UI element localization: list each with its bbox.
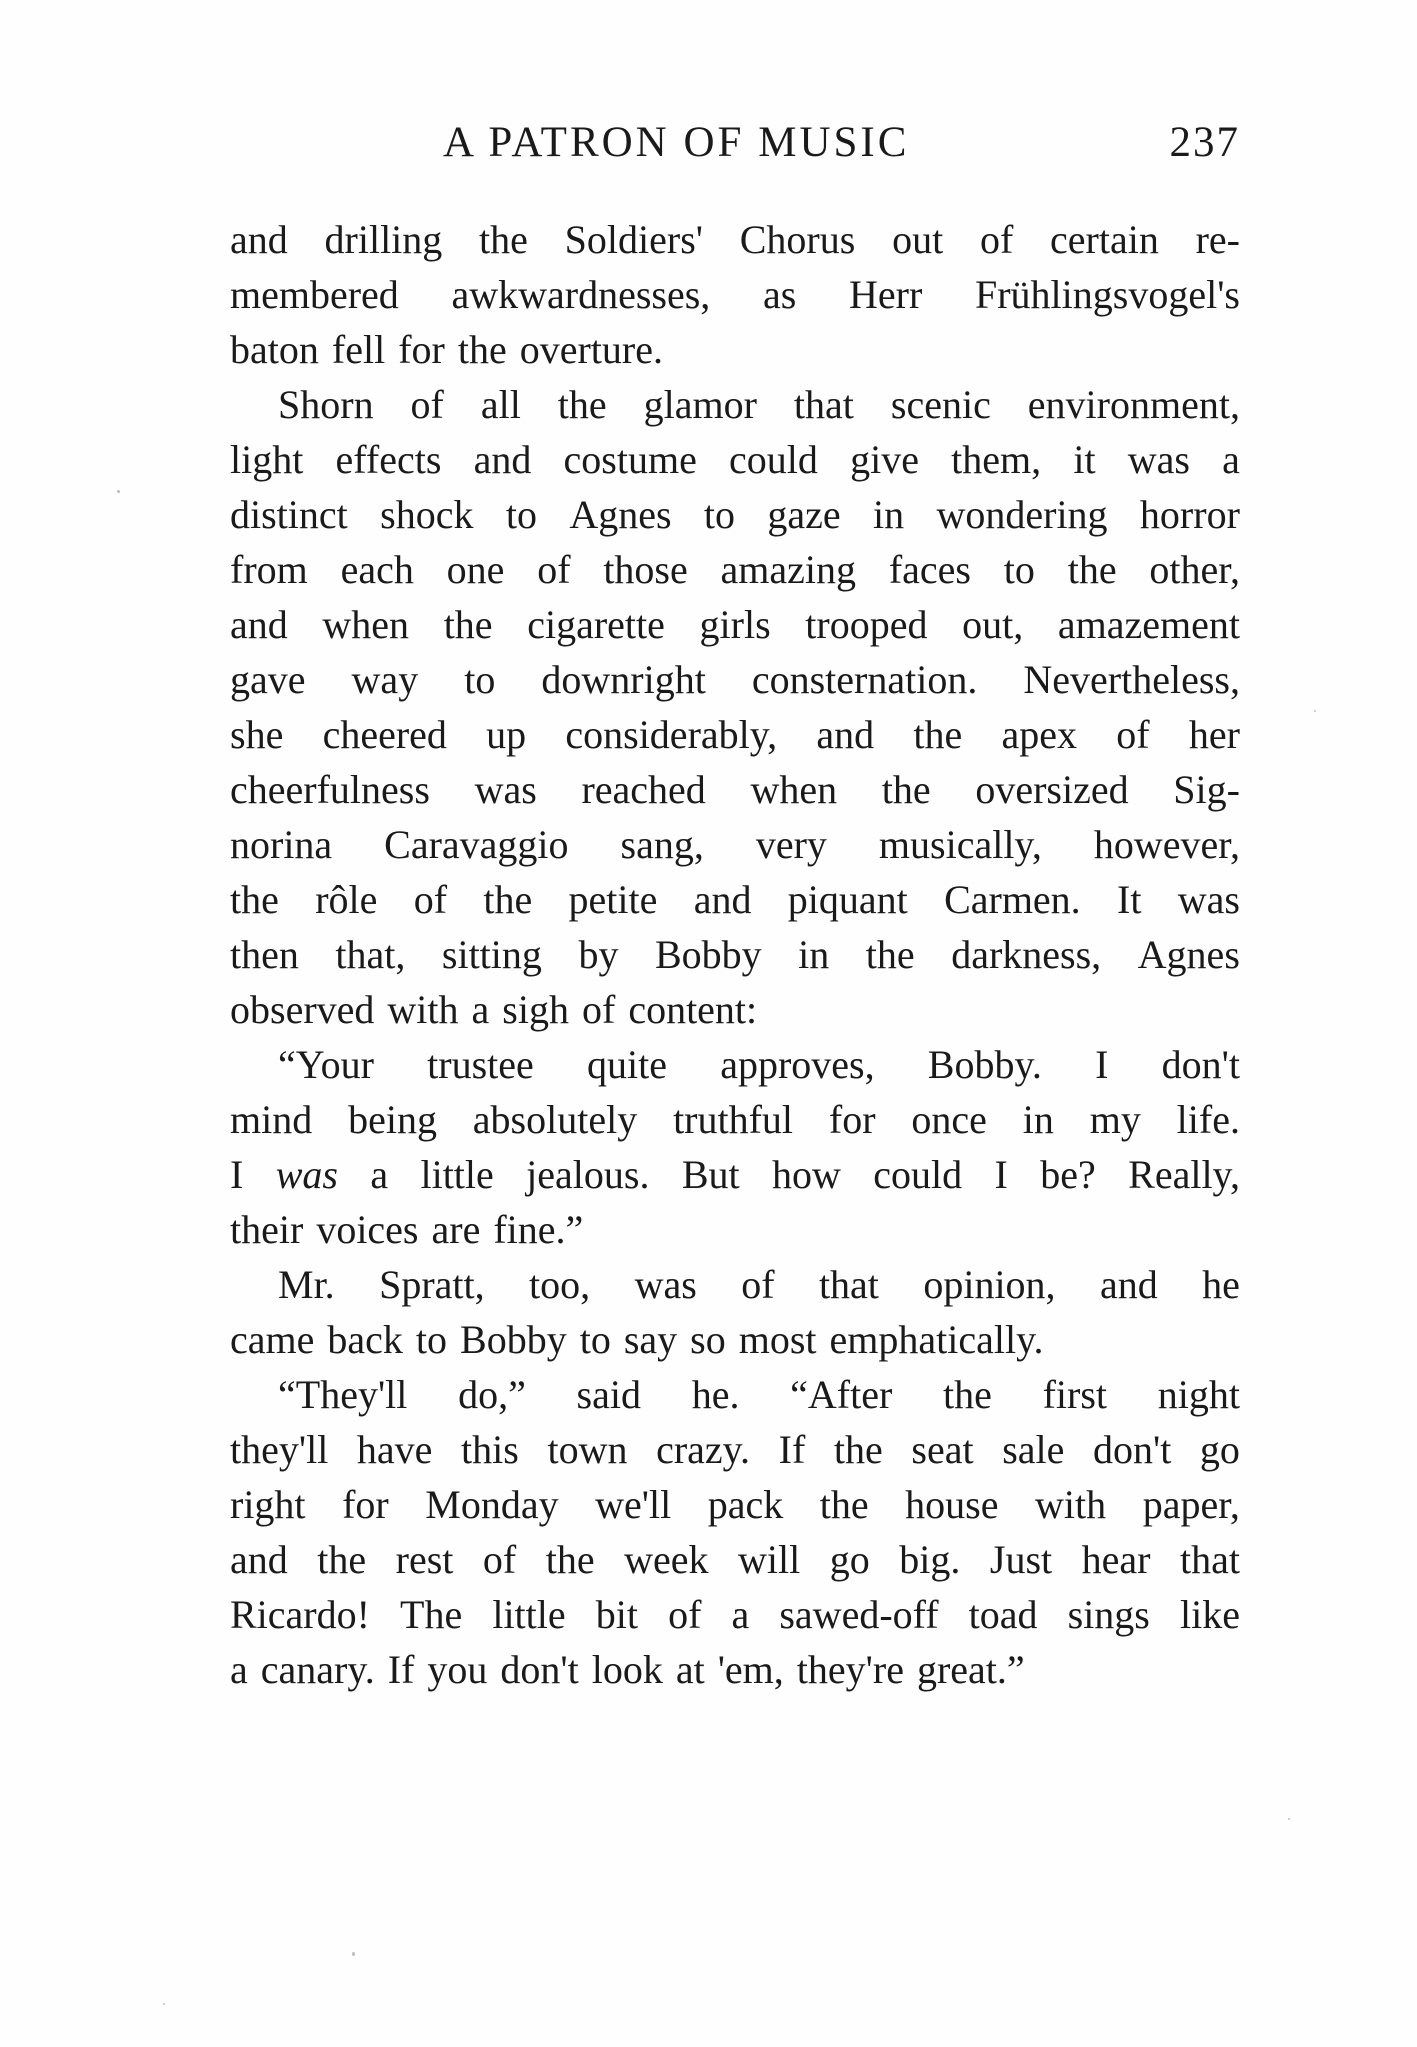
word: Herr	[849, 272, 923, 317]
word: to	[505, 492, 537, 537]
text-line	[230, 487, 1240, 542]
word: my	[1089, 1097, 1141, 1142]
word: could	[873, 1152, 963, 1197]
word: her	[1188, 712, 1240, 757]
word: night	[1157, 1372, 1240, 1417]
word: sitting	[441, 932, 542, 977]
word: when	[750, 767, 838, 812]
word: and	[230, 217, 288, 262]
paper-speck	[1288, 1818, 1290, 1820]
word: I	[230, 1152, 244, 1197]
word: the	[443, 602, 493, 647]
word: If	[778, 1427, 806, 1472]
word: the	[545, 1537, 595, 1582]
word: effects	[335, 437, 442, 482]
word: that	[1179, 1537, 1240, 1582]
word: of	[979, 217, 1014, 262]
word: trooped	[805, 602, 928, 647]
text-line	[230, 322, 1240, 377]
word: I	[994, 1152, 1008, 1197]
word: little	[492, 1592, 566, 1637]
word: Mr.	[278, 1262, 335, 1307]
word: Nevertheless,	[1023, 657, 1240, 702]
word: was	[634, 1262, 697, 1307]
text-line	[230, 267, 1240, 322]
word: glamor	[643, 382, 757, 427]
text-line	[230, 377, 1240, 432]
word: was	[1127, 437, 1190, 482]
word: other,	[1149, 547, 1240, 592]
body-text	[230, 212, 1240, 1697]
text-line	[230, 1092, 1240, 1147]
word: Agnes	[569, 492, 672, 537]
text-line	[230, 707, 1240, 762]
word: that	[793, 382, 854, 427]
word: the	[833, 1427, 883, 1472]
word: gave	[230, 657, 306, 702]
text-line	[230, 432, 1240, 487]
word: Sig-	[1173, 767, 1240, 812]
word: sale	[1002, 1427, 1065, 1472]
word: Soldiers'	[564, 217, 703, 262]
word: and	[693, 877, 752, 922]
word: absolutely	[472, 1097, 638, 1142]
word: way	[351, 657, 419, 702]
word: content:	[628, 987, 758, 1032]
word: Carmen.	[944, 877, 1081, 922]
word: reached	[581, 767, 706, 812]
word: look	[591, 1647, 663, 1692]
paper-speck	[352, 1952, 355, 1956]
word: “After	[790, 1372, 893, 1417]
word: considerably,	[565, 712, 778, 757]
word: of	[1116, 712, 1150, 757]
word: be?	[1040, 1152, 1096, 1197]
word: the	[913, 712, 963, 757]
text-line	[230, 1037, 1240, 1092]
word: the	[479, 217, 528, 262]
text-line	[230, 1147, 1240, 1202]
word: first	[1042, 1372, 1108, 1417]
word: darkness,	[951, 932, 1102, 977]
word: It	[1117, 877, 1142, 922]
word: But	[681, 1152, 740, 1197]
word: piquant	[787, 877, 908, 922]
text-line	[230, 1257, 1240, 1312]
word: will	[738, 1537, 801, 1582]
word: environment,	[1027, 382, 1240, 427]
word: drilling	[324, 217, 443, 262]
word: the	[230, 877, 279, 922]
word: for	[828, 1097, 876, 1142]
word: certain	[1050, 217, 1159, 262]
word: cheerfulness	[230, 767, 430, 812]
paper-speck	[117, 490, 120, 493]
word: have	[356, 1427, 433, 1472]
word: right	[230, 1482, 306, 1527]
text-line	[230, 1367, 1240, 1422]
word: give	[850, 437, 919, 482]
word: a	[230, 1647, 248, 1692]
word: fine.”	[493, 1207, 584, 1252]
word: If	[387, 1647, 415, 1692]
word: to	[464, 657, 496, 702]
word: sawed-off	[779, 1592, 939, 1637]
word: overture.	[519, 327, 663, 372]
word: don't	[1092, 1427, 1172, 1472]
word: bit	[595, 1592, 638, 1637]
word: you	[427, 1647, 488, 1692]
word: sigh	[502, 987, 569, 1032]
word: up	[486, 712, 527, 757]
word: one	[446, 547, 505, 592]
word: the	[865, 932, 915, 977]
word: and	[473, 437, 532, 482]
word: in	[1022, 1097, 1054, 1142]
word: downright	[541, 657, 706, 702]
word: don't	[1161, 1042, 1240, 1087]
word: out,	[962, 602, 1024, 647]
text-line	[230, 872, 1240, 927]
text-line	[230, 1532, 1240, 1587]
word: to	[415, 1317, 448, 1362]
word: however,	[1093, 822, 1240, 867]
text-line	[230, 542, 1240, 597]
word: The	[400, 1592, 463, 1637]
word: a	[1222, 437, 1240, 482]
word: voices	[316, 1207, 419, 1252]
word: came	[230, 1317, 315, 1362]
word: Frühlingsvogel's	[974, 272, 1240, 317]
word: baton	[230, 327, 319, 372]
word: they're	[796, 1647, 904, 1692]
word: apex	[1001, 712, 1078, 757]
word: scenic	[890, 382, 991, 427]
word: little	[420, 1152, 494, 1197]
word: go	[829, 1537, 870, 1582]
word: from	[230, 547, 308, 592]
word: truthful	[673, 1097, 794, 1142]
word: Monday	[425, 1482, 559, 1527]
word: oversized	[975, 767, 1129, 812]
word: musically,	[878, 822, 1042, 867]
word: the	[943, 1372, 992, 1417]
word: she	[230, 712, 284, 757]
word: the	[317, 1537, 367, 1582]
word: each	[340, 547, 414, 592]
word: said	[576, 1372, 641, 1417]
word: the	[557, 382, 607, 427]
word: of	[668, 1592, 702, 1637]
word: paper,	[1142, 1482, 1240, 1527]
word: Caravaggio	[384, 822, 569, 867]
word: hear	[1081, 1537, 1151, 1582]
text-line	[230, 1477, 1240, 1532]
word: he.	[691, 1372, 740, 1417]
running-title: A PATRON OF MUSIC	[443, 119, 910, 166]
word: trustee	[427, 1042, 534, 1087]
word: petite	[568, 877, 658, 922]
word: pack	[707, 1482, 784, 1527]
word: in	[798, 932, 830, 977]
word: very	[755, 822, 827, 867]
word: light	[230, 437, 304, 482]
word: by	[578, 932, 619, 977]
word: of	[537, 547, 571, 592]
word: toad	[968, 1592, 1038, 1637]
word: a	[731, 1592, 750, 1637]
word: it	[1073, 437, 1096, 482]
word: Bobby	[654, 932, 762, 977]
text-line	[230, 762, 1240, 817]
word: and	[230, 1537, 288, 1582]
paper-speck	[163, 2003, 165, 2005]
word: consternation.	[751, 657, 978, 702]
word: so	[690, 1317, 726, 1362]
word: like	[1179, 1592, 1240, 1637]
word: are	[431, 1207, 481, 1252]
word: Bobby.	[927, 1042, 1042, 1087]
word: rest	[395, 1537, 454, 1582]
text-line	[230, 1422, 1240, 1477]
text-line	[230, 927, 1240, 982]
word: of	[581, 987, 616, 1032]
word: week	[624, 1537, 709, 1582]
word: fell	[331, 327, 386, 372]
text-line	[230, 1202, 1240, 1257]
word: then	[230, 932, 299, 977]
word: Agnes	[1137, 932, 1240, 977]
word: Chorus	[739, 217, 856, 262]
text-line	[230, 982, 1240, 1037]
word: this	[461, 1427, 519, 1472]
word: seat	[911, 1427, 974, 1472]
word: town	[547, 1427, 628, 1472]
word: a	[471, 987, 490, 1032]
word: they'll	[230, 1427, 329, 1472]
word: Bobby	[460, 1317, 567, 1362]
word: of	[410, 382, 444, 427]
word: was	[1177, 877, 1240, 922]
word: do,”	[458, 1372, 526, 1417]
text-line	[230, 817, 1240, 872]
word: we'll	[595, 1482, 672, 1527]
word: jealous.	[526, 1152, 650, 1197]
word: opinion,	[923, 1262, 1056, 1307]
word: I	[1095, 1042, 1109, 1087]
word: go	[1199, 1427, 1240, 1472]
word: back	[327, 1317, 403, 1362]
text-line	[230, 1587, 1240, 1642]
word: shock	[380, 492, 474, 537]
word: girls	[699, 602, 771, 647]
running-head	[0, 118, 1240, 178]
word: Shorn	[278, 382, 374, 427]
word: great.”	[916, 1647, 1025, 1692]
word: canary.	[260, 1647, 375, 1692]
word: Spratt,	[379, 1262, 485, 1307]
word: membered	[230, 272, 399, 317]
word: and	[1099, 1262, 1158, 1307]
word: them,	[951, 437, 1042, 482]
word: distinct	[230, 492, 348, 537]
word: he	[1202, 1262, 1240, 1307]
word: a	[370, 1152, 389, 1197]
word: cheered	[322, 712, 447, 757]
word: gaze	[767, 492, 841, 537]
word: “Your	[278, 1042, 374, 1087]
word: awkwardnesses,	[451, 272, 711, 317]
word: the	[457, 327, 507, 372]
word: cigarette	[527, 602, 665, 647]
word: the	[881, 767, 931, 812]
word: amazement	[1057, 602, 1240, 647]
word: wondering	[936, 492, 1108, 537]
word: crazy.	[656, 1427, 751, 1472]
text-line	[230, 1312, 1240, 1367]
word: don't	[500, 1647, 579, 1692]
word: norina	[230, 822, 333, 867]
word: out	[892, 217, 944, 262]
page-number: 237	[1169, 119, 1240, 166]
word: sings	[1067, 1592, 1150, 1637]
text-line	[230, 597, 1240, 652]
word: of	[482, 1537, 517, 1582]
word: could	[729, 437, 818, 482]
word: to	[703, 492, 736, 537]
word: “They'll	[278, 1372, 408, 1417]
word: of	[413, 877, 448, 922]
word: quite	[587, 1042, 667, 1087]
text-line	[230, 212, 1240, 267]
word: and	[816, 712, 875, 757]
word: of	[741, 1262, 775, 1307]
word: the	[819, 1482, 869, 1527]
word: the	[483, 877, 533, 922]
text-line	[230, 652, 1240, 707]
word: re-	[1195, 217, 1240, 262]
word: to	[579, 1317, 611, 1362]
word: at	[675, 1647, 705, 1692]
word: 'em,	[717, 1647, 784, 1692]
word: rôle	[315, 877, 378, 922]
word: most	[738, 1317, 817, 1362]
word: was	[474, 767, 537, 812]
word: house	[905, 1482, 999, 1527]
word: for	[398, 327, 445, 372]
word: in	[873, 492, 905, 537]
word: too,	[529, 1262, 591, 1307]
word: to	[1003, 547, 1035, 592]
word: Really,	[1128, 1152, 1240, 1197]
word: faces	[888, 547, 971, 592]
word: Ricardo!	[230, 1592, 370, 1637]
word: life.	[1176, 1097, 1240, 1142]
word: all	[480, 382, 521, 427]
word: was	[275, 1152, 338, 1197]
text-line	[230, 1642, 1240, 1697]
word: their	[230, 1207, 304, 1252]
word: emphatically.	[829, 1317, 1044, 1362]
word: those	[603, 547, 688, 592]
word: costume	[563, 437, 697, 482]
word: and	[230, 602, 288, 647]
word: when	[322, 602, 410, 647]
word: horror	[1139, 492, 1240, 537]
word: with	[1035, 1482, 1107, 1527]
word: being	[348, 1097, 437, 1142]
word: how	[772, 1152, 841, 1197]
word: that	[818, 1262, 879, 1307]
word: that,	[335, 932, 406, 977]
word: with	[387, 987, 459, 1032]
word: as	[763, 272, 797, 317]
word: for	[342, 1482, 389, 1527]
word: big.	[899, 1537, 961, 1582]
word: mind	[230, 1097, 313, 1142]
paper-speck	[1314, 710, 1316, 712]
word: once	[911, 1097, 987, 1142]
word: say	[623, 1317, 678, 1362]
word: the	[1067, 547, 1117, 592]
word: observed	[230, 987, 375, 1032]
word: Just	[989, 1537, 1053, 1582]
word: approves,	[720, 1042, 875, 1087]
word: sang,	[620, 822, 704, 867]
word: amazing	[720, 547, 857, 592]
